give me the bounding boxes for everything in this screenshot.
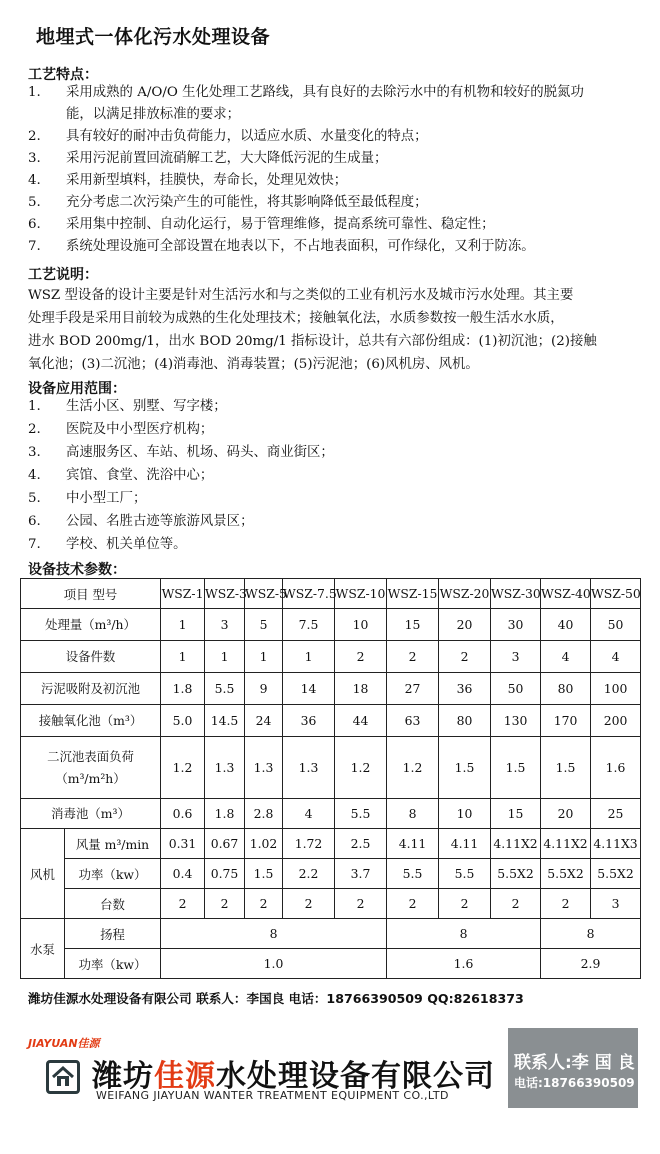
table-row bbox=[21, 799, 641, 829]
value-cell: 5.5X2 bbox=[591, 859, 641, 889]
value-cell: 15 bbox=[491, 799, 541, 829]
table-header-model: WSZ-40 bbox=[541, 579, 591, 609]
footer-contact: 潍坊佳源水处理设备有限公司 联系人：李国良 电话：18766390509 QQ:82618373 bbox=[28, 991, 524, 1006]
value-cell: 2 bbox=[283, 889, 335, 919]
list-item: 7. 系统处理设施可全部设置在地表以下，不占地表面积，可作绿化，又利于防冻。 bbox=[28, 239, 535, 254]
value-cell: 1 bbox=[283, 641, 335, 673]
table-row bbox=[21, 579, 641, 609]
value-cell: 27 bbox=[387, 673, 439, 705]
table-header-model: WSZ-5 bbox=[245, 579, 283, 609]
table-header-model: WSZ-10 bbox=[335, 579, 387, 609]
value-cell: 4.11 bbox=[387, 829, 439, 859]
value-cell: 4 bbox=[541, 641, 591, 673]
list-item: 2. 具有较好的耐冲击负荷能力，以适应水质、水量变化的特点； bbox=[28, 129, 428, 144]
description-line: 进水 BOD 200mg/1，出水 BOD 20mg/1 指标设计，总共有六部份组成：(1)初沉池；(2)接触 bbox=[28, 334, 597, 349]
value-cell: 5.5 bbox=[387, 859, 439, 889]
value-cell: 3.7 bbox=[335, 859, 387, 889]
company-name: 潍坊佳源水处理设备有限公司 bbox=[92, 1059, 495, 1094]
value-cell: 1.2 bbox=[161, 737, 205, 799]
value-cell: 5.5 bbox=[335, 799, 387, 829]
value-cell: 2 bbox=[387, 641, 439, 673]
value-cell: 1.3 bbox=[205, 737, 245, 799]
table-row bbox=[21, 949, 641, 979]
value-cell: 0.67 bbox=[205, 829, 245, 859]
row-label: 消毒池（m³） bbox=[21, 799, 161, 829]
value-cell: 1.5 bbox=[541, 737, 591, 799]
list-item: 1. 采用成熟的 A/O/O 生化处理工艺路线，具有良好的去除污水中的有机物和较好的脱氮功 bbox=[28, 85, 584, 100]
value-cell: 8 bbox=[387, 919, 541, 949]
value-cell: 1 bbox=[161, 641, 205, 673]
value-cell: 5.5 bbox=[439, 859, 491, 889]
value-cell: 3 bbox=[491, 641, 541, 673]
value-cell: 1.6 bbox=[591, 737, 641, 799]
value-cell: 4.11X2 bbox=[541, 829, 591, 859]
row-label: 二沉池表面负荷 （m³/m²h） bbox=[21, 737, 161, 799]
table-row bbox=[21, 641, 641, 673]
value-cell: 5.0 bbox=[161, 705, 205, 737]
value-cell: 1.72 bbox=[283, 829, 335, 859]
value-cell: 5.5 bbox=[205, 673, 245, 705]
list-item: 3. 采用污泥前置回流硝解工艺，大大降低污泥的生成量； bbox=[28, 151, 388, 166]
value-cell: 30 bbox=[491, 609, 541, 641]
table-row bbox=[21, 673, 641, 705]
list-item: 7. 学校、机关单位等。 bbox=[28, 537, 187, 552]
value-cell: 100 bbox=[591, 673, 641, 705]
contact-name: 联系人:李 国 良 bbox=[514, 1053, 635, 1073]
row-label: 处理量（m³/h） bbox=[21, 609, 161, 641]
value-cell: 2 bbox=[491, 889, 541, 919]
table-row bbox=[21, 829, 641, 859]
value-cell: 44 bbox=[335, 705, 387, 737]
value-cell: 1.3 bbox=[283, 737, 335, 799]
table-row bbox=[21, 919, 641, 949]
value-cell: 80 bbox=[541, 673, 591, 705]
row-label: 污泥吸附及初沉池 bbox=[21, 673, 161, 705]
table-header-model: WSZ-15 bbox=[387, 579, 439, 609]
value-cell: 50 bbox=[491, 673, 541, 705]
row-label: 接触氧化池（m³） bbox=[21, 705, 161, 737]
value-cell: 8 bbox=[541, 919, 641, 949]
table-row bbox=[21, 737, 641, 799]
table-header-model: WSZ-50 bbox=[591, 579, 641, 609]
value-cell: 2.5 bbox=[335, 829, 387, 859]
list-item: 3. 高速服务区、车站、机场、码头、商业街区； bbox=[28, 445, 334, 460]
value-cell: 0.31 bbox=[161, 829, 205, 859]
description-heading: 工艺说明： bbox=[28, 267, 98, 283]
value-cell: 8 bbox=[387, 799, 439, 829]
value-cell: 1.2 bbox=[335, 737, 387, 799]
description-line: WSZ 型设备的设计主要是针对生活污水和与之类似的工业有机污水及城市污水处理。其主要 bbox=[28, 288, 574, 303]
table-row bbox=[21, 705, 641, 737]
row-label: 台数 bbox=[65, 889, 161, 919]
value-cell: 4 bbox=[283, 799, 335, 829]
value-cell: 1.5 bbox=[439, 737, 491, 799]
value-cell: 4.11 bbox=[439, 829, 491, 859]
value-cell: 1.8 bbox=[161, 673, 205, 705]
row-label: 设备件数 bbox=[21, 641, 161, 673]
value-cell: 0.75 bbox=[205, 859, 245, 889]
table-header-model: WSZ-3 bbox=[205, 579, 245, 609]
brand-small-logo: JIAYUAN佳源 bbox=[28, 1037, 100, 1050]
value-cell: 0.4 bbox=[161, 859, 205, 889]
value-cell: 18 bbox=[335, 673, 387, 705]
list-item: 5. 中小型工厂； bbox=[28, 491, 147, 506]
value-cell: 4 bbox=[591, 641, 641, 673]
list-item: 1. 生活小区、别墅、写字楼； bbox=[28, 399, 227, 414]
list-item: 4. 宾馆、食堂、洗浴中心； bbox=[28, 468, 214, 483]
value-cell: 170 bbox=[541, 705, 591, 737]
value-cell: 20 bbox=[541, 799, 591, 829]
value-cell: 2.2 bbox=[283, 859, 335, 889]
specs-heading: 设备技术参数： bbox=[28, 562, 126, 578]
description-line: 处理手段是采用目前较为成熟的生化处理技术；接触氧化法，水质参数按一般生活水水质， bbox=[28, 311, 564, 326]
company-name-english: WEIFANG JIAYUAN WANTER TREATMENT EQUIPMENT CO.,LTD bbox=[96, 1089, 449, 1102]
list-item: 5. 充分考虑二次污染产生的可能性，将其影响降低至最低程度； bbox=[28, 195, 428, 210]
table-row bbox=[21, 609, 641, 641]
value-cell: 50 bbox=[591, 609, 641, 641]
value-cell: 1.6 bbox=[387, 949, 541, 979]
value-cell: 2 bbox=[245, 889, 283, 919]
value-cell: 5 bbox=[245, 609, 283, 641]
value-cell: 2 bbox=[439, 889, 491, 919]
value-cell: 1 bbox=[205, 641, 245, 673]
value-cell: 2 bbox=[335, 641, 387, 673]
value-cell: 2 bbox=[205, 889, 245, 919]
description-line: 氧化池；(3)二沉池；(4)消毒池、消毒装置；(5)污泥池；(6)风机房、风机。 bbox=[28, 357, 479, 372]
value-cell: 9 bbox=[245, 673, 283, 705]
value-cell: 10 bbox=[335, 609, 387, 641]
list-item: 2. 医院及中小型医疗机构； bbox=[28, 422, 214, 437]
group-label-pump: 水泵 bbox=[21, 919, 65, 979]
applications-heading: 设备应用范围： bbox=[28, 381, 126, 397]
value-cell: 40 bbox=[541, 609, 591, 641]
table-row bbox=[21, 859, 641, 889]
value-cell: 3 bbox=[205, 609, 245, 641]
value-cell: 2 bbox=[439, 641, 491, 673]
value-cell: 1.8 bbox=[205, 799, 245, 829]
value-cell: 1.02 bbox=[245, 829, 283, 859]
value-cell: 36 bbox=[283, 705, 335, 737]
list-item: 6. 采用集中控制、自动化运行，易于管理维修，提高系统可靠性、稳定性； bbox=[28, 217, 495, 232]
table-header-label: 项目 型号 bbox=[21, 579, 161, 609]
value-cell: 24 bbox=[245, 705, 283, 737]
value-cell: 8 bbox=[161, 919, 387, 949]
value-cell: 130 bbox=[491, 705, 541, 737]
group-label-fan: 风机 bbox=[21, 829, 65, 919]
row-label: 功率（kw） bbox=[65, 859, 161, 889]
value-cell: 1 bbox=[245, 641, 283, 673]
spec-table bbox=[20, 578, 641, 979]
table-header-model: WSZ-7.5 bbox=[283, 579, 335, 609]
value-cell: 4.11X3 bbox=[591, 829, 641, 859]
value-cell: 1 bbox=[161, 609, 205, 641]
value-cell: 4.11X2 bbox=[491, 829, 541, 859]
value-cell: 20 bbox=[439, 609, 491, 641]
value-cell: 3 bbox=[591, 889, 641, 919]
house-logo-icon bbox=[46, 1060, 80, 1094]
value-cell: 36 bbox=[439, 673, 491, 705]
value-cell: 80 bbox=[439, 705, 491, 737]
value-cell: 1.0 bbox=[161, 949, 387, 979]
value-cell: 2 bbox=[541, 889, 591, 919]
value-cell: 25 bbox=[591, 799, 641, 829]
value-cell: 14 bbox=[283, 673, 335, 705]
list-item: 6. 公园、名胜古迹等旅游风景区； bbox=[28, 514, 254, 529]
list-item-continuation: 能，以满足排放标准的要求； bbox=[66, 107, 241, 122]
table-header-model: WSZ-1 bbox=[161, 579, 205, 609]
value-cell: 200 bbox=[591, 705, 641, 737]
value-cell: 1.5 bbox=[245, 859, 283, 889]
value-cell: 15 bbox=[387, 609, 439, 641]
value-cell: 2.8 bbox=[245, 799, 283, 829]
value-cell: 10 bbox=[439, 799, 491, 829]
table-header-model: WSZ-30 bbox=[491, 579, 541, 609]
value-cell: 14.5 bbox=[205, 705, 245, 737]
table-header-model: WSZ-20 bbox=[439, 579, 491, 609]
row-label: 风量 m³/min bbox=[65, 829, 161, 859]
features-heading: 工艺特点： bbox=[28, 67, 98, 83]
value-cell: 0.6 bbox=[161, 799, 205, 829]
value-cell: 63 bbox=[387, 705, 439, 737]
table-row bbox=[21, 889, 641, 919]
contact-phone: 电话:18766390509 bbox=[514, 1076, 635, 1090]
value-cell: 5.5X2 bbox=[491, 859, 541, 889]
value-cell: 1.5 bbox=[491, 737, 541, 799]
page-title: 地埋式一体化污水处理设备 bbox=[36, 26, 271, 48]
value-cell: 2 bbox=[387, 889, 439, 919]
value-cell: 1.3 bbox=[245, 737, 283, 799]
row-label: 扬程 bbox=[65, 919, 161, 949]
value-cell: 2 bbox=[335, 889, 387, 919]
value-cell: 1.2 bbox=[387, 737, 439, 799]
contact-box bbox=[508, 1028, 638, 1108]
value-cell: 5.5X2 bbox=[541, 859, 591, 889]
value-cell: 2 bbox=[161, 889, 205, 919]
list-item: 4. 采用新型填料，挂膜快，寿命长，处理见效快； bbox=[28, 173, 348, 188]
row-label: 功率（kw） bbox=[65, 949, 161, 979]
value-cell: 7.5 bbox=[283, 609, 335, 641]
value-cell: 2.9 bbox=[541, 949, 641, 979]
